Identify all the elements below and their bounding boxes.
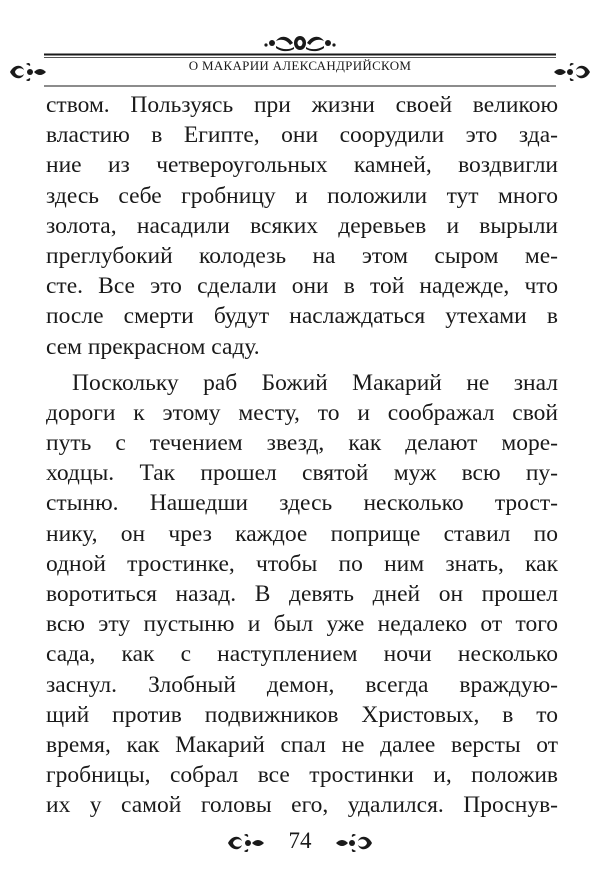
text-line: Поскольку раб Божий Макарий не знал bbox=[72, 369, 558, 396]
running-header bbox=[0, 30, 600, 94]
text-line: преглубокий колодезь на этом сыром ме- bbox=[46, 242, 558, 269]
text-line: путь с течением звезд, как делают море- bbox=[46, 430, 558, 457]
text-line: после смерти будут наслаждаться утехами в bbox=[46, 303, 558, 330]
text-line: время, как Макарий спал не далее версты от bbox=[46, 731, 558, 758]
text-line: воротиться назад. В девять дней он прошел bbox=[46, 581, 558, 607]
text-line: ством. Пользуясь при жизни своей великою bbox=[46, 92, 558, 118]
text-line: ние из четвероугольных камней, воздвигли bbox=[46, 152, 558, 179]
text-line: всю эту пустыню и был уже недалеко от того bbox=[46, 611, 558, 638]
page-body bbox=[46, 90, 558, 821]
text-line: золота, насадили всяких деревьев и вырыли bbox=[46, 212, 558, 239]
paragraph-1 bbox=[46, 90, 558, 362]
text-line: сте. Все это сделали они в той надежде, что bbox=[46, 273, 558, 300]
text-line: ходцы. Так прошел святой муж всю пу- bbox=[46, 460, 558, 487]
footer-right-ornament-icon bbox=[334, 832, 374, 854]
floral-crown-ornament-icon bbox=[262, 33, 338, 53]
text-line: здесь себе гробницу и положили тут много bbox=[46, 182, 558, 209]
text-line: одной тростинке, чтобы по ним знать, как bbox=[46, 550, 558, 577]
text-line: властию в Египте, они соорудили это зда- bbox=[46, 122, 558, 149]
page-number: 74 bbox=[288, 828, 312, 853]
text-line: нику, он чрез каждое поприще ставил по bbox=[46, 520, 558, 547]
text-line: дороги к этому месту, то и соображал свой bbox=[46, 399, 558, 426]
text-line: стыню. Нашедши здесь несколько трост- bbox=[46, 490, 558, 517]
running-title: О МАКАРИИ АЛЕКСАНДРИЙСКОМ bbox=[188, 58, 412, 73]
page-footer bbox=[0, 822, 600, 862]
text-line: сем прекрасном саду. bbox=[46, 333, 260, 360]
paragraph-2 bbox=[46, 368, 558, 821]
text-line: заснул. Злобный демон, всегда враждую- bbox=[46, 671, 558, 698]
text-line: гробницы, собрал все тростинки и, положив bbox=[46, 762, 558, 789]
text-line: сада, как с наступлением ночи несколько bbox=[46, 641, 558, 668]
text-line: щий против подвижников Христовых, в то bbox=[46, 701, 558, 728]
text-line: их у самой головы его, удалился. Проснув- bbox=[46, 792, 558, 819]
